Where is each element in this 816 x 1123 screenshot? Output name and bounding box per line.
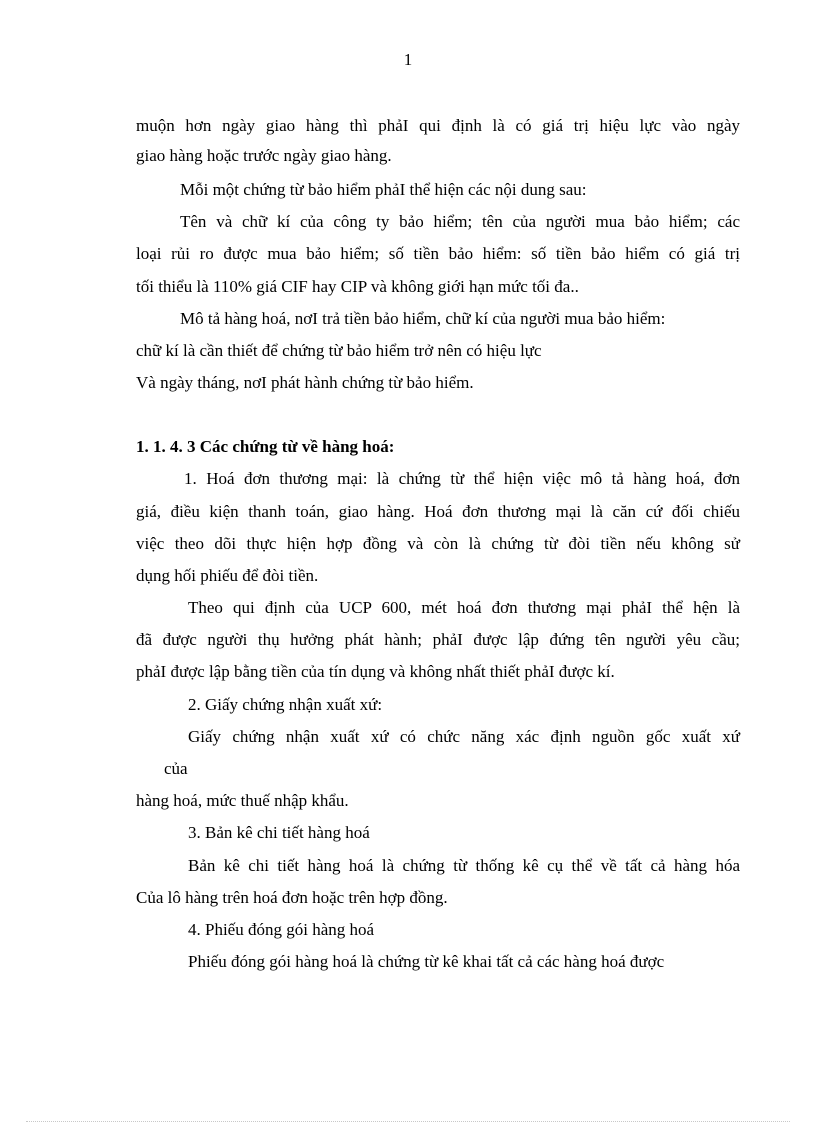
text-line: phảI được lập bằng tiền của tín dụng và không nhất thiết phảI được kí. [136, 662, 615, 681]
text-line: Của lô hàng trên hoá đơn hoặc trên hợp đồng. [136, 888, 448, 907]
text-line: của [164, 759, 188, 778]
list-heading: 4. Phiếu đóng gói hàng hoá [188, 920, 375, 939]
page-number: 1 [403, 50, 413, 69]
list-heading: 2. Giấy chứng nhận xuất xứ: [188, 695, 383, 714]
text-line: muộn hơn ngày giao hàng thì phảI qui định là có giá trị hiệu lực vào ngày [136, 116, 740, 135]
text-line: giao hàng hoặc trước ngày giao hàng. [136, 146, 392, 165]
text-line: chữ kí là cần thiết để chứng từ bảo hiểm trở nên có hiệu lực [136, 341, 542, 360]
text-line: việc theo dõi thực hiện hợp đồng và còn là chứng từ đòi tiền nếu không sử [136, 534, 740, 553]
text-line: hàng hoá, mức thuế nhập khẩu. [136, 791, 349, 810]
text-line: 1. Hoá đơn thương mại: là chứng từ thể hiện việc mô tả hàng hoá, đơn [184, 469, 740, 488]
text-line: dụng hối phiếu để đòi tiền. [136, 566, 319, 585]
text-line: Phiếu đóng gói hàng hoá là chứng từ kê khai tất cả các hàng hoá được [188, 952, 665, 971]
text-line: loại rủi ro được mua bảo hiểm; số tiền bảo hiểm: số tiền bảo hiểm có giá trị [136, 244, 740, 263]
section-heading: 1. 1. 4. 3 Các chứng từ về hàng hoá: [136, 437, 395, 456]
page-bottom-rule [26, 1121, 790, 1122]
text-line: giá, điều kiện thanh toán, giao hàng. Hoá đơn thương mại là căn cứ đối chiếu [136, 502, 740, 521]
text-line: Tên và chữ kí của công ty bảo hiểm; tên của người mua bảo hiểm; các [180, 212, 740, 231]
text-line: Và ngày tháng, nơI phát hành chứng từ bảo hiểm. [136, 373, 474, 392]
text-line: Theo qui định của UCP 600, mét hoá đơn thương mại phảI thể hện là [188, 598, 740, 617]
text-line: tối thiểu là 110% giá CIF hay CIP và không giới hạn mức tối đa.. [136, 277, 579, 296]
text-line: Giấy chứng nhận xuất xứ có chức năng xác định nguồn gốc xuất xứ [188, 727, 740, 746]
text-line: Mỗi một chứng từ bảo hiểm phảI thể hiện các nội dung sau: [180, 180, 587, 199]
text-line: đã được người thụ hưởng phát hành; phảI được lập đứng tên người yêu cầu; [136, 630, 740, 649]
text-line: Mô tả hàng hoá, nơI trả tiền bảo hiểm, chữ kí của người mua bảo hiểm: [180, 309, 666, 328]
text-line: Bản kê chi tiết hàng hoá là chứng từ thống kê cụ thể về tất cả hàng hóa [188, 856, 740, 875]
list-heading: 3. Bản kê chi tiết hàng hoá [188, 823, 370, 842]
